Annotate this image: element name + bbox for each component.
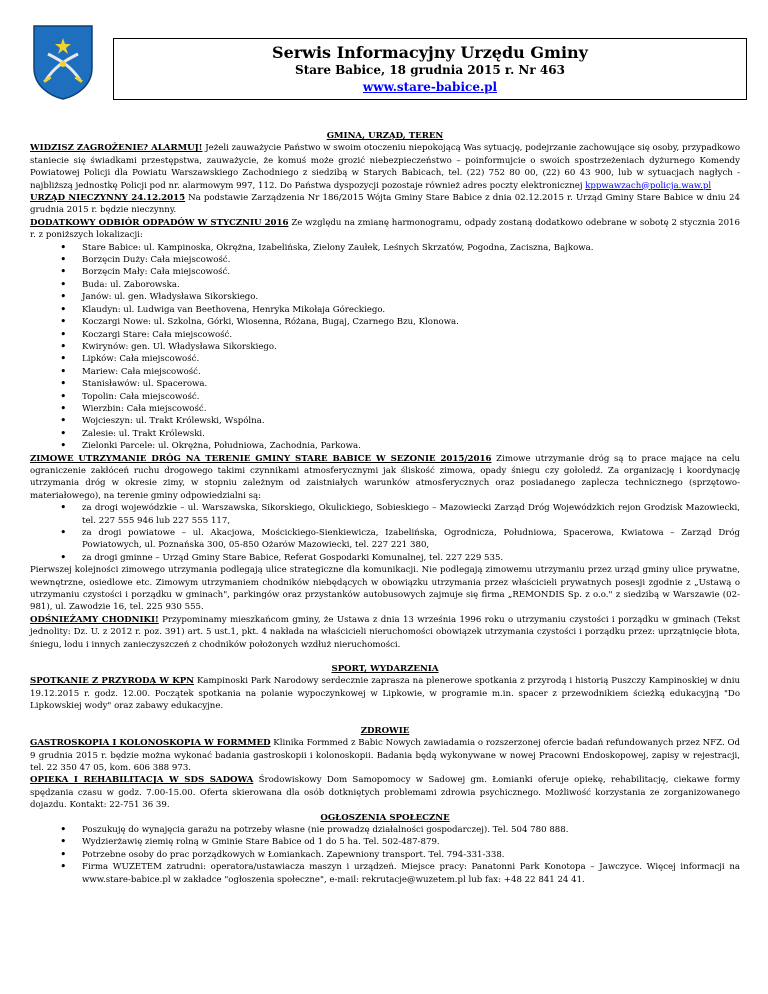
- list-item: • Buda: ul. Zaborowska.: [82, 279, 740, 291]
- alarm-paragraph: [30, 142, 740, 192]
- list-item: • Zielonki Parcele: ul. Okrężna, Południowa, Zachodnia, Parkowa.: [82, 440, 740, 452]
- gastro-text: Klinika Formmed z Babic Nowych zawiadamia o rozszerzonej ofercie badań refundowanych przez NFZ. Od 9 grudnia 2015 r. będzie można wykonać badania gastroskopii i kolonoskopii. Badania będą wykonywane w nowej Pracowni Endoskopowej, zapisy w rejestracji, tel. 22 350 47 05, kom. 606 388 973.: [30, 738, 740, 773]
- list-item: • Lipków: Cała miejscowość.: [82, 353, 740, 365]
- section-heading-ogloszenia: OGŁOSZENIA SPOŁECZNE: [320, 812, 450, 823]
- list-item: • za drogi powiatowe – ul. Akacjowa, Mościckiego-Sienkiewicza, Izabelińska, Ogrodnicza, Południowa, Spacerowa, Kwiatowa – Zarząd Dróg Powiatowych, ul. Poznańska 300, 05-850 Ożarów Mazowiecki, tel. 227 221 380,: [82, 527, 740, 552]
- list-item: • Borzęcin Duży: Cała miejscowość.: [82, 254, 740, 266]
- winter-paragraph-2: Pierwszej kolejności zimowego utrzymania podlegają ulice strategiczne dla komunikacji. Nie podlegają zimowemu utrzymaniu przez urząd gminy ulice prywatne, wewnętrzne, osiedlowe etc. Zimowym utrzymaniem chodników niebędących w obowiązku utrzymania przez właścicieli prywatnych posesji zgodnie z „Ustawą o utrzymaniu czystości i porządku w gminach", parkingów oraz przystanków autobusowych zajmuje się firma „REMONDIS Sp. z o.o." z siedzibą w Warszawie (02-981), ul. Zawodzie 16, tel. 225 930 555.: [30, 565, 740, 613]
- roads-list: [30, 502, 740, 564]
- title-box: [113, 38, 747, 100]
- list-item: • Kwirynów: gen. Ul. Władysława Sikorskiego.: [82, 341, 740, 353]
- list-item: • Mariew: Cała miejscowość.: [82, 366, 740, 378]
- list-item: • Wierzbin: Cała miejscowość.: [82, 403, 740, 415]
- section-heading-sport: SPORT, WYDARZENIA: [331, 664, 439, 675]
- office-paragraph: [30, 192, 740, 217]
- website-link[interactable]: www.stare-babice.pl: [362, 80, 498, 94]
- winter-text: Zimowe utrzymanie dróg są to prace mające na celu ograniczenie zakłóceń ruchu drogowego takimi czynnikami atmosferycznymi jak śliskość zimowa, opady śniegu czy gołoledź. Za organizację i koordynację utrzymania dróg w okresie zimy, w stopniu zależnym od zaistniałych warunków atmosferycznych oraz posiadanego zaplecza technicznego (sprzętowo-materiałowego), na terenie gminy odpowiedzialni są:: [30, 453, 740, 501]
- section-heading-gmina: GMINA, URZĄD, TEREN: [326, 131, 444, 141]
- kpn-label: SPOTKANIE Z PRZYRODĄ W KPN: [30, 676, 195, 687]
- kpn-text: Kampinoski Park Narodowy serdecznie zaprasza na plenerowe spotkania z przyrodą i historią Puszczy Kampinoskiej w dniu 19.12.2015 r. godz. 12.00. Początek spotkania na polanie wypoczynkowej w Lipkowie, w programie m.in. spacer z przewodnikiem ścieżką edukacyjną "Do Lipkowskiej wody" oraz zabawy edukacyjne.: [30, 676, 741, 712]
- list-item: • Stanisławów: ul. Spacerowa.: [82, 378, 740, 390]
- newsletter-page: [30, 22, 740, 886]
- kpn-paragraph: [30, 675, 740, 712]
- sds-paragraph: [30, 774, 740, 811]
- list-item: • Stare Babice: ul. Kampinoska, Okrężna, Izabelińska, Zielony Zaułek, Leśnych Skrzatów, Pogodna, Zaciszna, Bajkowa.: [82, 242, 740, 254]
- sidewalk-text: Przypominamy mieszkańcom gminy, że Ustawa z dnia 13 września 1996 roku o utrzymaniu czystości i porządku w gminach (Tekst jednolity: Dz. U. z 2012 r. poz. 391) art. 5 ust.1, pkt. 4 nakłada na właścicieli nieruchomości obowiązek utrzymania czystości i porządku przez: uprzątnięcie błota, śniegu, lodu i innych zanieczyszczeń z chodników położonych wzdłuż nieruchomości.: [30, 614, 740, 650]
- winter-paragraph: [30, 453, 740, 503]
- sds-text: Środowiskowy Dom Samopomocy w Sadowej gm. Łomianki oferuje opiekę, rehabilitację, ciekawe formy spędzania czasu w godz. 7.00-15.00. Oferta skierowana dla osób dotkniętych problemami zdrowia psychicznego. Możliwość korzystania ze zorganizowanego dojazdu. Kontakt: 22-751 36 39.: [30, 775, 740, 811]
- list-item: • za drogi wojewódzkie – ul. Warszawska, Sikorskiego, Okulickiego, Sobieskiego – Mazowiecki Zarząd Dróg Wojewódzkich rejon Grodzisk Mazowiecki, tel. 227 555 946 lub 227 555 117,: [82, 502, 740, 527]
- waste-paragraph: [30, 217, 740, 242]
- list-item: • Zalesie: ul. Trakt Królewski.: [82, 428, 740, 440]
- alarm-text: Jeżeli zauważycie Państwo w swoim otoczeniu niepokojącą Was sytuację, podejrzanie zachowujące się osoby, przypadkowo staniecie się świadkami przestępstwa, zauważycie, że komuś może grozić niebezpieczeństwo – poinformujcie o swoich spostrzeżeniach dyżurnego Komendy Powiatowej Policji dla Powiatu Warszawskiego Zachodniego z siedzibą w Starych Babicach, tel. (22) 752 80 00, (22) 60 43 900, lub w sytuacjach nagłych - najbliższą jednostkę Policji pod nr. alarmowym 997, 112. Do Państwa dyspozycji pozostaje również adres poczty elektronicznej: [30, 143, 740, 191]
- waste-label: DODATKOWY ODBIÓR ODPADÓW W STYCZNIU 2016: [30, 217, 289, 228]
- list-item: • Koczargi Nowe: ul. Szkolna, Górki, Wiosenna, Różana, Bugaj, Czarnego Bzu, Klonowa.: [82, 316, 740, 328]
- list-item: • Poszukuję do wynajęcia garażu na potrzeby własne (nie prowadzę działalności gospodarczej). Tel. 504 780 888.: [82, 824, 740, 836]
- sidewalk-paragraph: [30, 614, 740, 651]
- alarm-label: WIDZISZ ZAGROŻENIE? ALARMUJ!: [30, 143, 203, 154]
- sidewalk-label: ODŚNIEŻAMY CHODNIKI!: [30, 614, 159, 625]
- office-text: Na podstawie Zarządzenia Nr 186/2015 Wójta Gminy Stare Babice z dnia 02.12.2015 r. Urząd Gminy Stare Babice w dniu 24 grudnia 2015 r. będzie nieczynny.: [30, 193, 740, 216]
- gastro-label: GASTROSKOPIA I KOLONOSKOPIA W FORMMED: [30, 738, 271, 749]
- waste-text: Ze względu na zmianę harmonogramu, odpady zostaną dodatkowo odebrane w sobotę 2 stycznia 2016 r. z poniższych lokalizacji:: [30, 217, 740, 241]
- list-item: • Wydzierżawię ziemię rolną w Gminie Stare Babice od 1 do 5 ha. Tel. 502-487-879.: [82, 836, 740, 848]
- list-item: • Potrzebne osoby do prac porządkowych w Łomiankach. Zapewniony transport. Tel. 794-331-338.: [82, 849, 740, 861]
- list-item: • Klaudyn: ul. Ludwiga van Beethovena, Henryka Mikołaja Góreckiego.: [82, 304, 740, 316]
- content: [30, 130, 740, 886]
- police-email-link[interactable]: kppwawzach@policja.waw.pl: [585, 180, 712, 191]
- page-title: Serwis Informacyjny Urzędu Gminy: [272, 43, 588, 62]
- office-label: URZĄD NIECZYNNY 24.12.2015: [30, 193, 186, 204]
- list-item: • Firma WUZETEM zatrudni: operatora/ustawiacza maszyn i urządzeń. Miejsce pracy: Panatonni Park Konotopa – Jawczyce. Więcej informacji na www.stare-babice.pl w zakładce "ogłoszenia społeczne", e-mail: rekrutacje@wuzetem.pl lub fax: +48 22 841 24 41.: [82, 861, 740, 886]
- list-item: • Topolin: Cała miejscowość.: [82, 391, 740, 403]
- list-item: • Koczargi Stare: Cała miejscowość.: [82, 329, 740, 341]
- section-heading-zdrowie: ZDROWIE: [360, 725, 410, 736]
- issue-subtitle: Stare Babice, 18 grudnia 2015 r. Nr 463: [295, 63, 565, 77]
- ads-list: [30, 824, 740, 886]
- coat-of-arms-icon: [32, 24, 94, 100]
- list-item: • za drogi gminne – Urząd Gminy Stare Babice, Referat Gospodarki Komunalnej, tel. 227 229 535.: [82, 552, 740, 564]
- gastro-paragraph: [30, 737, 740, 774]
- header: [30, 22, 740, 104]
- list-item: • Wojcieszyn: ul. Trakt Królewski, Wspólna.: [82, 415, 740, 427]
- list-item: • Borzęcin Mały: Cała miejscowość.: [82, 266, 740, 278]
- winter-label: ZIMOWE UTRZYMANIE DRÓG NA TERENIE GMINY STARE BABICE W SEZONIE 2015/2016: [30, 453, 492, 464]
- list-item: • Janów: ul. gen. Władysława Sikorskiego.: [82, 291, 740, 303]
- locations-list: [30, 242, 740, 453]
- sds-label: OPIEKA I REHABILITACJA W SDS SADOWA: [30, 775, 254, 786]
